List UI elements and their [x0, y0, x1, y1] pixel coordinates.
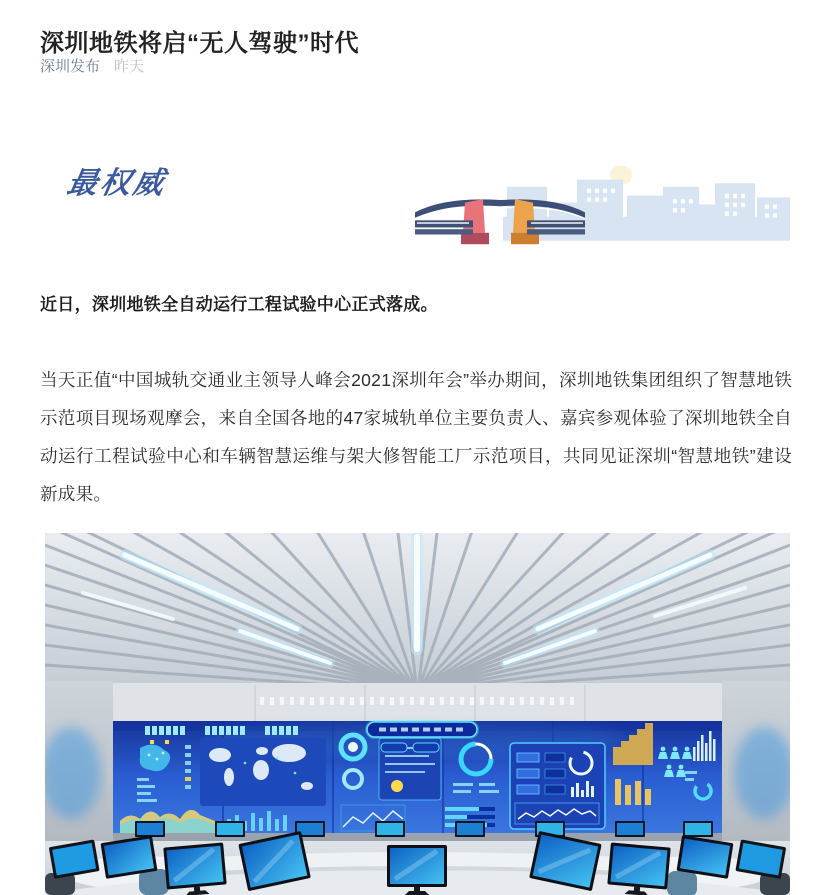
- wall-title-banner: [367, 722, 477, 737]
- article-photo[interactable]: [45, 533, 790, 895]
- counter-digits: [145, 726, 298, 735]
- publish-date: 昨天: [114, 58, 145, 75]
- world-map: [200, 738, 326, 806]
- quanwei-logo: 最权威: [64, 167, 170, 200]
- control-room-illustration: [45, 533, 790, 895]
- center-data-panel: [510, 743, 605, 829]
- lead-paragraph: 近日，深圳地铁全自动运行工程试验中心正式落成。: [40, 295, 438, 314]
- banner-image: [40, 140, 790, 258]
- dashboard-wall: [113, 720, 722, 835]
- page-title: 深圳地铁将启“无人驾驶”时代: [40, 30, 359, 58]
- body-paragraph: 当天正值“中国城轨交通业主领导人峰会2021深圳年会”举办期间，深圳地铁集团组织了智慧地铁示范项目现场观摩会，来自全国各地的47家城轨单位主要负责人、嘉宾参观体验了深圳地铁全自动运行工程试验中心和车辆智慧运维与架大修智能工厂示范项目，共同见证深圳“智慧地铁”建设新成果。: [40, 369, 792, 504]
- account-link[interactable]: 深圳发布: [40, 58, 101, 75]
- byline: [40, 57, 144, 77]
- city-skyline-illustration: [415, 162, 790, 246]
